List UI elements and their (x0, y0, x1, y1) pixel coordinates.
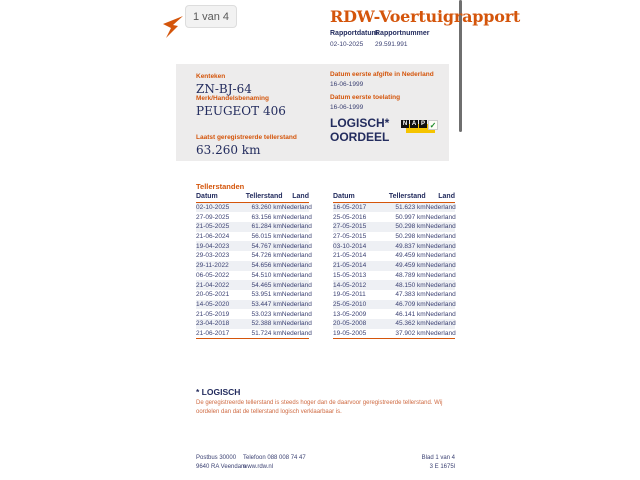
cell-tellerstand: 47.383 km (395, 291, 426, 299)
cell-datum: 19-05-2011 (333, 291, 366, 299)
kenteken-field (196, 73, 252, 96)
footer-phone: Telefoon 088 008 74 47 (243, 455, 306, 461)
cell-land: Nederland (281, 252, 312, 260)
nap-logo (401, 120, 435, 134)
cell-land: Nederland (425, 223, 456, 231)
cell-tellerstand: 54.465 km (251, 281, 282, 289)
cell-tellerstand: 52.388 km (251, 320, 282, 328)
cell-tellerstand: 63.156 km (251, 213, 282, 221)
cell-tellerstand: 51.724 km (251, 329, 282, 337)
cell-tellerstand: 49.837 km (395, 242, 426, 250)
report-number-value: 29.591.991 (375, 41, 408, 48)
cell-land: Nederland (281, 242, 312, 250)
table-row (333, 222, 455, 232)
page-indicator-badge[interactable] (185, 5, 237, 28)
cell-land: Nederland (425, 213, 456, 221)
table-row (333, 300, 455, 310)
odometer-table-left (196, 192, 312, 339)
cell-tellerstand: 54.510 km (251, 271, 282, 279)
cell-land: Nederland (281, 310, 312, 318)
cell-datum: 21-05-2014 (333, 252, 367, 260)
cell-datum: 21-05-2019 (196, 310, 230, 318)
cell-datum: 14-05-2012 (333, 281, 367, 289)
col-datum: Datum (196, 193, 218, 201)
cell-land: Nederland (425, 281, 456, 289)
cell-tellerstand: 53.023 km (251, 310, 282, 318)
footer-website: www.rdw.nl (243, 464, 274, 470)
cell-datum: 27-05-2015 (333, 233, 367, 241)
cell-tellerstand: 53.447 km (251, 300, 282, 308)
cell-tellerstand: 51.623 km (395, 204, 426, 212)
kenteken-value: ZN-BJ-64 (196, 82, 252, 96)
verdict-line1: LOGISCH* (330, 116, 390, 130)
cell-datum: 02-10-2025 (196, 204, 230, 212)
cell-datum: 21-04-2022 (196, 281, 230, 289)
cell-datum: 20-05-2008 (333, 320, 367, 328)
cell-datum: 21-05-2025 (196, 223, 230, 231)
col-datum: Datum (333, 193, 355, 201)
cell-datum: 03-10-2014 (333, 242, 367, 250)
cell-land: Nederland (281, 213, 312, 221)
eerste-afgifte-value: 16-06-1999 (330, 81, 364, 88)
table-row (333, 251, 455, 261)
report-date-label: Rapportdatum (330, 30, 378, 37)
cell-land: Nederland (281, 320, 312, 328)
table-row (333, 241, 455, 251)
col-tellerstand: Tellerstand (245, 193, 283, 201)
nap-check-icon: ✓ (429, 120, 437, 130)
cell-tellerstand: 48.789 km (395, 271, 426, 279)
report-date-value: 02-10-2025 (330, 41, 364, 48)
cell-tellerstand: 50.997 km (395, 213, 426, 221)
cell-tellerstand: 50.298 km (395, 223, 426, 231)
cell-land: Nederland (425, 300, 456, 308)
cell-datum: 21-06-2024 (196, 233, 230, 241)
cell-land: Nederland (281, 291, 312, 299)
cell-land: Nederland (281, 233, 312, 241)
footnote-title: * LOGISCH (196, 387, 241, 397)
cell-land: Nederland (281, 271, 312, 279)
cell-tellerstand: 54.656 km (251, 262, 282, 270)
cell-land: Nederland (425, 320, 456, 328)
cell-land: Nederland (425, 291, 456, 299)
cell-datum: 25-05-2010 (333, 300, 367, 308)
cell-tellerstand: 46.709 km (395, 300, 426, 308)
cell-datum: 19-04-2023 (196, 242, 230, 250)
col-land: Land (292, 193, 309, 201)
cell-tellerstand: 50.298 km (395, 233, 426, 241)
cell-land: Nederland (281, 300, 312, 308)
cell-datum: 16-05-2017 (333, 204, 367, 212)
table-row (196, 251, 312, 261)
report-number-field (375, 30, 429, 48)
cell-land: Nederland (425, 271, 456, 279)
merk-field (196, 95, 286, 118)
cell-land: Nederland (425, 204, 456, 212)
merk-value: PEUGEOT 406 (196, 104, 286, 118)
laatste-tellerstand-value: 63.260 km (196, 143, 261, 157)
table-row (196, 309, 312, 319)
laatste-tellerstand-field (196, 134, 297, 157)
cell-datum: 14-05-2020 (196, 300, 230, 308)
eerste-afgifte-label: Datum eerste afgifte in Nederland (330, 71, 434, 78)
footer-address-line1: Postbus 30000 (196, 455, 237, 461)
cell-datum: 21-06-2017 (196, 329, 230, 337)
eerste-toelating-field (330, 94, 400, 111)
cell-datum: 27-05-2015 (333, 223, 367, 231)
report-number-label: Rapportnummer (375, 30, 430, 37)
cell-datum: 13-05-2009 (333, 310, 367, 318)
table-row (333, 290, 455, 300)
report-title: RDW-Voertuigrapport (330, 7, 521, 26)
nap-letter-p: P (420, 121, 425, 127)
table-row (196, 271, 312, 281)
table-row (196, 329, 312, 340)
cell-datum: 25-05-2016 (333, 213, 367, 221)
page-indicator-label: 1 van 4 (192, 10, 230, 23)
cell-tellerstand: 54.767 km (251, 242, 282, 250)
footnote-text: De geregistreerde tellerstand is steeds hoger dan de daarvoor geregistreerde tellerstand. Wij oordelen dan dat de tellerstand logisch verklaarbaar is. (196, 400, 443, 415)
cell-land: Nederland (425, 233, 456, 241)
table-row (333, 309, 455, 319)
cell-land: Nederland (281, 281, 312, 289)
cell-datum: 15-05-2013 (333, 271, 367, 279)
cell-datum: 29-03-2023 (196, 252, 230, 260)
cell-datum: 20-05-2021 (196, 291, 230, 299)
cell-land: Nederland (281, 204, 312, 212)
verdict-text (330, 116, 389, 144)
report-date-field (330, 30, 378, 48)
col-land: Land (438, 193, 455, 201)
cell-tellerstand: 49.459 km (395, 262, 426, 270)
col-tellerstand: Tellerstand (388, 193, 426, 201)
table-row (196, 232, 312, 242)
table-row (333, 203, 455, 213)
eerste-toelating-value: 16-06-1999 (330, 104, 364, 111)
cell-land: Nederland (425, 329, 456, 337)
cell-tellerstand: 46.141 km (395, 310, 426, 318)
table-row (333, 329, 455, 340)
cell-datum: 23-04-2018 (196, 320, 230, 328)
table-row (333, 261, 455, 271)
cell-tellerstand: 54.726 km (251, 252, 282, 260)
cell-tellerstand: 61.284 km (251, 223, 282, 231)
eerste-toelating-label: Datum eerste toelating (330, 94, 401, 101)
cell-land: Nederland (281, 262, 312, 270)
cell-tellerstand: 63.260 km (251, 204, 282, 212)
cell-datum: 06-05-2022 (196, 271, 230, 279)
laatste-tellerstand-label: Laatst geregistreerde tellerstand (196, 134, 297, 141)
cell-tellerstand: 53.951 km (251, 291, 282, 299)
cell-land: Nederland (425, 310, 456, 318)
footer-page-number: Blad 1 van 4 (421, 455, 455, 461)
cell-datum: 29-11-2022 (196, 262, 229, 270)
table-row (196, 212, 312, 222)
table-row (333, 212, 455, 222)
cell-land: Nederland (425, 262, 456, 270)
table-row (333, 271, 455, 281)
table-row (196, 300, 312, 310)
cell-tellerstand: 37.902 km (395, 329, 426, 337)
cell-land: Nederland (425, 242, 456, 250)
rdw-logo-icon (162, 15, 184, 39)
table-row (196, 241, 312, 251)
table-row (333, 280, 455, 290)
cell-land: Nederland (281, 223, 312, 231)
cell-tellerstand: 56.015 km (251, 233, 282, 241)
nap-letter-a: A (411, 121, 417, 127)
cell-datum: 19-05-2005 (333, 329, 367, 337)
table-row (196, 261, 312, 271)
odometer-table-right (333, 192, 455, 339)
table-row (333, 319, 455, 329)
cell-datum: 27-09-2025 (196, 213, 230, 221)
vehicle-summary-panel (176, 64, 449, 161)
kenteken-label: Kenteken (196, 73, 226, 80)
merk-label: Merk/Handelsbenaming (196, 95, 269, 102)
cell-tellerstand: 48.150 km (395, 281, 426, 289)
table-header (196, 192, 309, 203)
table-row (196, 319, 312, 329)
table-row (196, 290, 312, 300)
cell-tellerstand: 49.459 km (395, 252, 426, 260)
cell-land: Nederland (425, 252, 456, 260)
cell-datum: 21-05-2014 (333, 262, 367, 270)
eerste-afgifte-field (330, 71, 434, 88)
nap-letter-n: N (402, 121, 408, 127)
table-row (196, 280, 312, 290)
table-header (333, 192, 455, 203)
table-row (196, 203, 312, 213)
verdict-line2: OORDEEL (330, 130, 390, 144)
tellerstanden-heading: Tellerstanden (196, 182, 245, 191)
footer-address-line2: 9640 RA Veendam (196, 464, 247, 470)
table-row (196, 222, 312, 232)
cell-tellerstand: 45.362 km (395, 320, 426, 328)
table-row (333, 232, 455, 242)
cell-land: Nederland (281, 329, 312, 337)
footer-form-code: 3 E 1675l (429, 464, 455, 470)
